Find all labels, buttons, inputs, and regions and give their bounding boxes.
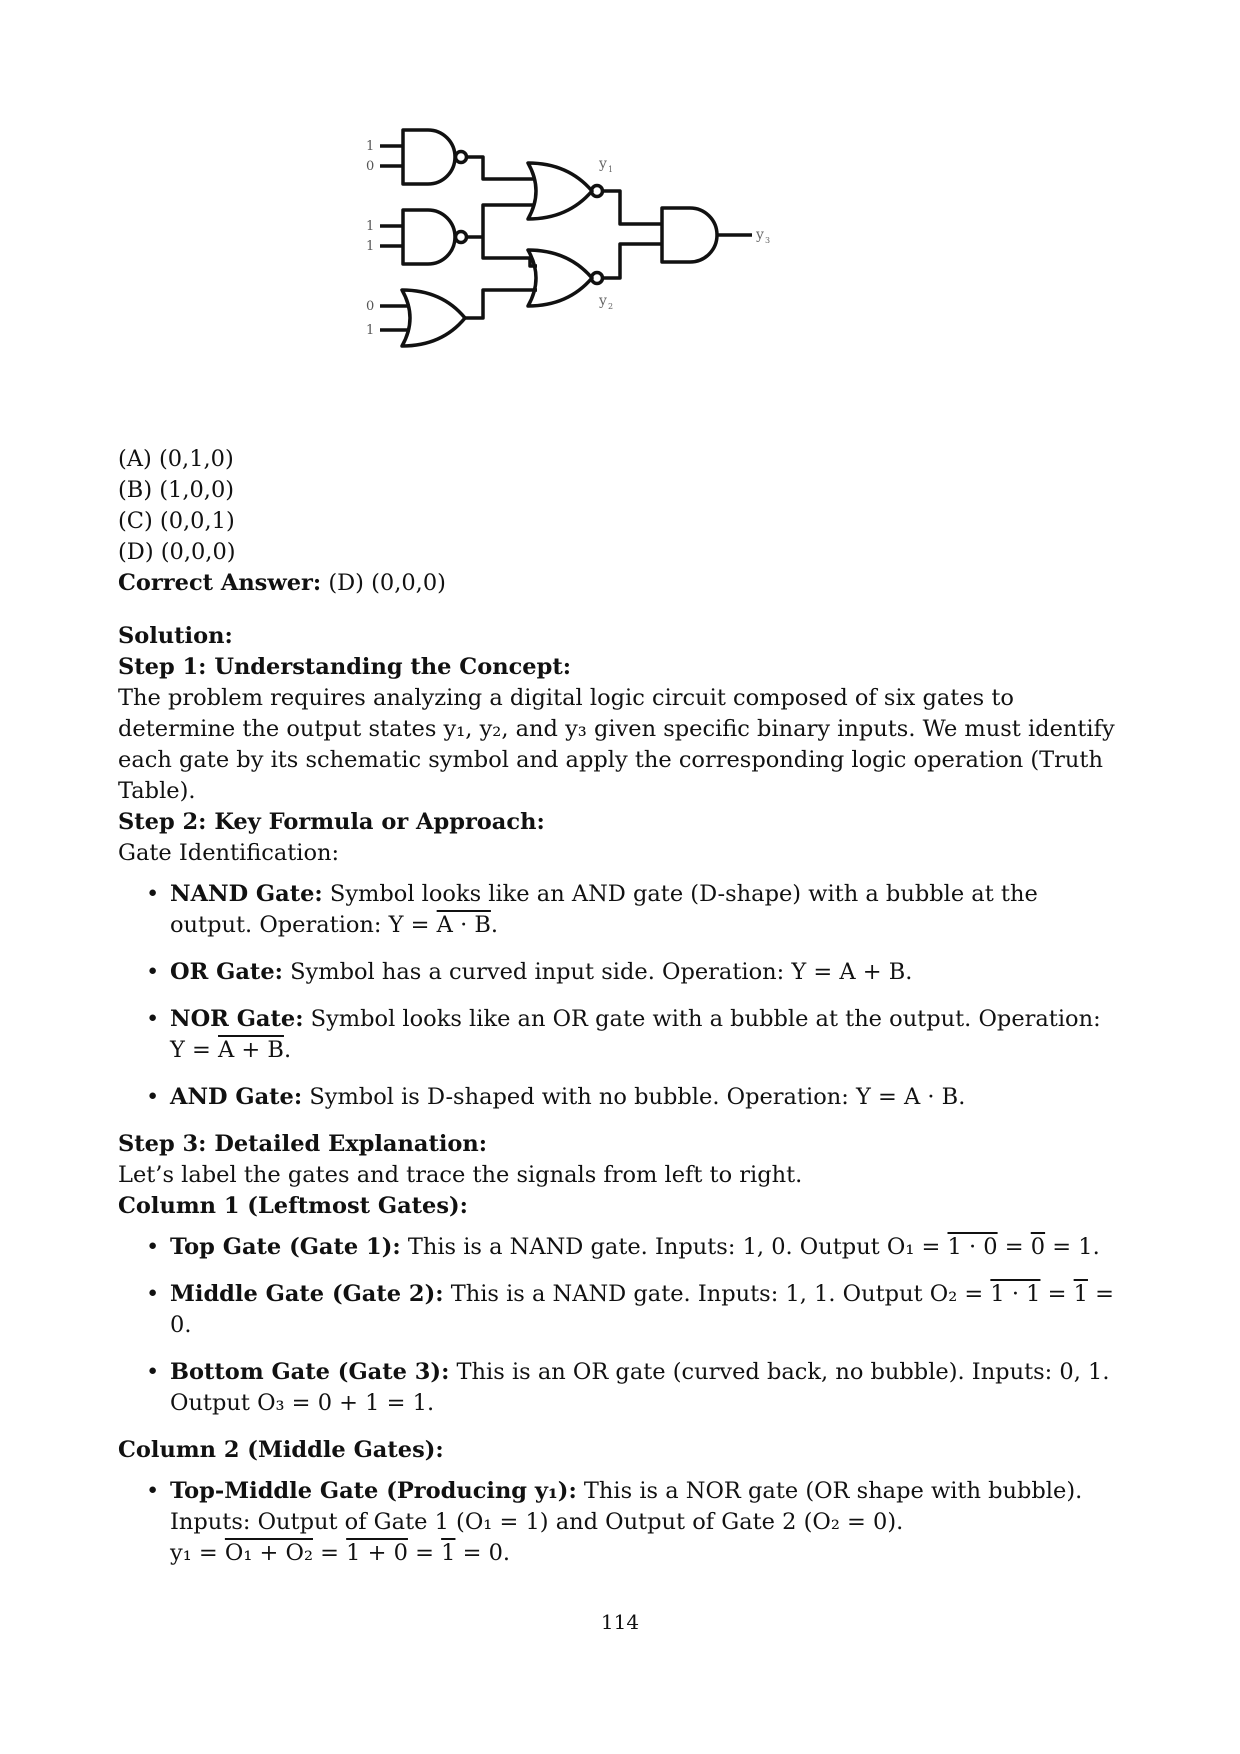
gate-identification-list (118, 879, 1122, 1113)
item-name: AND Gate: (170, 1084, 303, 1110)
item-mid: = (1040, 1281, 1074, 1307)
list-item-gate3 (170, 1357, 1122, 1419)
solution-heading: Solution: (118, 623, 233, 649)
gate1-bubble (456, 152, 467, 163)
item-end: = 0. (455, 1540, 511, 1566)
list-item-gate2 (170, 1279, 1122, 1341)
item-overline-2: 1 (1073, 1281, 1088, 1307)
item-overline-3: 1 (441, 1540, 456, 1566)
column2-list (118, 1476, 1122, 1569)
item-mid2: = (407, 1540, 442, 1566)
item-line1: This is a NOR gate (OR shape with bubble). Inputs: Output of Gate 1 (O₁ = 1) and Output of Gate 2 (O₂ = 0). (170, 1478, 1083, 1535)
column1-list (118, 1232, 1122, 1419)
item-pre: This is a NAND gate. Inputs: 1, 0. Output O₁ = (407, 1234, 948, 1260)
item-mid: = (997, 1234, 1031, 1260)
nor2-body (528, 250, 592, 306)
y3-label: y (756, 227, 764, 243)
item-pre: y₁ = (170, 1540, 225, 1566)
list-item-or (170, 957, 1122, 988)
page-content (118, 444, 1122, 1585)
correct-answer (118, 568, 1122, 599)
item-name: NOR Gate: (170, 1006, 304, 1032)
nor2-output-wire (602, 244, 662, 278)
and-gate-body (662, 208, 717, 262)
solution-section (118, 621, 1122, 1569)
item-overline-1: 1 · 1 (990, 1281, 1041, 1307)
item-text: Symbol looks like an OR gate with a bubble at the output. Operation: Y = (170, 1006, 1101, 1063)
gate3-or-body (402, 290, 465, 346)
gate3-output-wire (465, 290, 537, 318)
input-label-2: 0 (366, 159, 375, 174)
list-item-nand (170, 879, 1122, 941)
gate1-output-wire (466, 157, 535, 179)
nor1-output-wire (602, 191, 662, 224)
option-a: (A) (0,1,0) (118, 446, 234, 472)
y2-subscript: 2 (608, 302, 614, 311)
step2-heading: Step 2: Key Formula or Approach: (118, 809, 545, 835)
column1-heading: Column 1 (Leftmost Gates): (118, 1193, 468, 1219)
gate2-nand-body (403, 210, 455, 264)
item-pre: This is a NAND gate. Inputs: 1, 1. Output O₂ = (450, 1281, 991, 1307)
logic-circuit-diagram (366, 118, 900, 398)
item-name: Middle Gate (Gate 2): (170, 1281, 444, 1307)
nor1-body (528, 163, 592, 219)
step3-heading: Step 3: Detailed Explanation: (118, 1131, 488, 1157)
gate1-nand-body (403, 130, 455, 184)
option-d: (D) (0,0,0) (118, 539, 236, 565)
item-end: . (283, 1037, 292, 1063)
input-label-4: 1 (366, 239, 375, 254)
item-text: Symbol looks like an AND gate (D-shape) with a bubble at the output. Operation: Y = (170, 881, 1038, 938)
list-item-nor-y1 (170, 1476, 1122, 1569)
item-end: = 1. (1045, 1234, 1100, 1260)
input-label-1: 1 (366, 139, 375, 154)
options-list (118, 444, 1122, 568)
item-overline-2: 1 + 0 (346, 1540, 408, 1566)
y1-subscript: 1 (608, 165, 614, 174)
item-name: NAND Gate: (170, 881, 323, 907)
input-label-3: 1 (366, 219, 375, 234)
item-text: This is an OR gate (curved back, no bubble). Inputs: 0, 1. Output O₃ = 0 + 1 = 1. (170, 1359, 1110, 1416)
answer-value: (D) (0,0,0) (328, 570, 446, 596)
step1-heading: Step 1: Understanding the Concept: (118, 654, 572, 680)
list-item-gate1 (170, 1232, 1122, 1263)
item-text: Symbol has a curved input side. Operation: Y = A + B. (290, 959, 913, 985)
item-name: Top Gate (Gate 1): (170, 1234, 401, 1260)
item-overline-1: O₁ + O₂ (224, 1540, 313, 1566)
gate2-to-nor1-wire (483, 205, 535, 237)
option-c: (C) (0,0,1) (118, 508, 235, 534)
item-name: Bottom Gate (Gate 3): (170, 1359, 450, 1385)
y2-label: y (599, 293, 607, 309)
item-name: Top-Middle Gate (Producing y₁): (170, 1478, 577, 1504)
item-mid: = (312, 1540, 347, 1566)
nor1-bubble (592, 186, 603, 197)
list-item-nor (170, 1004, 1122, 1066)
column2-heading: Column 2 (Middle Gates): (118, 1437, 444, 1463)
nor2-bubble (592, 273, 603, 284)
item-formula: A + B (218, 1037, 284, 1063)
step1-text: The problem requires analyzing a digital logic circuit composed of six gates to determine the output states y₁, y₂, and y₃ given specific binary inputs. We must identify each gate by its schematic symbol and apply the corresponding logic operation (Truth Table). (118, 685, 1115, 804)
gate2-bubble (456, 232, 467, 243)
answer-label: Correct Answer: (118, 570, 322, 596)
option-b: (B) (1,0,0) (118, 477, 235, 503)
page-number: 114 (600, 1610, 640, 1634)
item-formula: A · B (436, 912, 491, 938)
input-label-6: 1 (366, 323, 375, 338)
input-label-5: 0 (366, 299, 375, 314)
y3-subscript: 3 (765, 236, 771, 245)
step2-intro: Gate Identification: (118, 840, 340, 866)
step3-intro: Let’s label the gates and trace the signals from left to right. (118, 1162, 803, 1188)
item-end: . (490, 912, 499, 938)
list-item-and (170, 1082, 1122, 1113)
item-end: = 0. (170, 1281, 1114, 1338)
item-overline-1: 1 · 0 (947, 1234, 998, 1260)
y1-label: y (599, 156, 607, 172)
circuit-svg (366, 118, 900, 398)
item-text: Symbol is D-shaped with no bubble. Operation: Y = A · B. (309, 1084, 966, 1110)
item-name: OR Gate: (170, 959, 283, 985)
item-overline-2: 0 (1030, 1234, 1046, 1260)
